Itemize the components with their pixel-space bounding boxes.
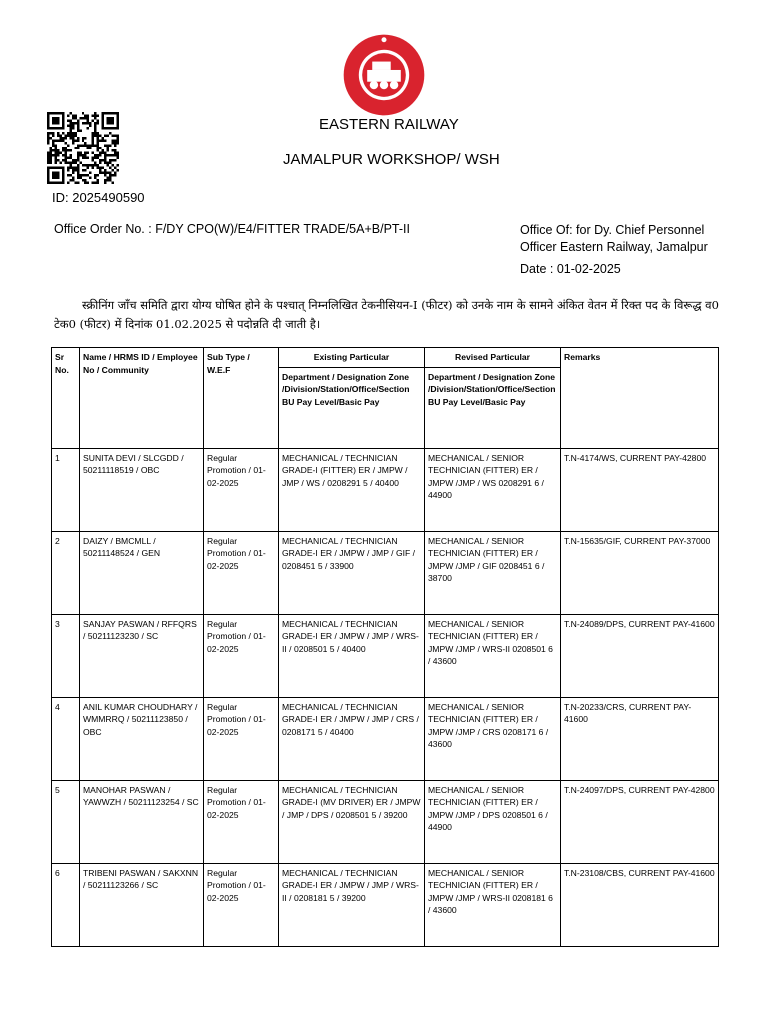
cell-name: SANJAY PASWAN / RFFQRS / 50211123230 / SC <box>80 614 204 697</box>
cell-sr: 5 <box>52 780 80 863</box>
table-row <box>52 531 719 614</box>
promotion-table <box>51 347 719 947</box>
table-row <box>52 863 719 946</box>
cell-remarks: T.N-24089/DPS, CURRENT PAY-41600 <box>561 614 719 697</box>
office-order-number: Office Order No. : F/DY CPO(W)/E4/FITTER TRADE/5A+B/PT-II <box>54 222 410 236</box>
cell-subtype: Regular Promotion / 01-02-2025 <box>204 448 279 531</box>
header-sr: Sr No. <box>52 348 80 449</box>
org-name: EASTERN RAILWAY <box>319 116 459 133</box>
cell-existing: MECHANICAL / TECHNICIAN GRADE-I ER / JMPW / JMP / WRS-II / 0208501 5 / 40400 <box>279 614 425 697</box>
unit-name: JAMALPUR WORKSHOP/ WSH <box>283 151 500 168</box>
cell-subtype: Regular Promotion / 01-02-2025 <box>204 614 279 697</box>
cell-name: DAIZY / BMCMLL / 50211148524 / GEN <box>80 531 204 614</box>
cell-sr: 3 <box>52 614 80 697</box>
order-paragraph: स्क्रीनिंग जाँच समिति द्वारा योग्य घोषित होने के पश्चात् निम्नलिखित टेकनीसियन-I (फीटर) को उनके नाम के सामने अंकित वेतन में रिक्त पद के विरूद्ध व0 टेक0 (फीटर) में दिनांक 01.02.2025 से पदोन्नति दी जाती है। <box>54 298 719 331</box>
cell-existing: MECHANICAL / TECHNICIAN GRADE-I ER / JMPW / JMP / CRS / 0208171 5 / 40400 <box>279 697 425 780</box>
cell-existing: MECHANICAL / TECHNICIAN GRADE-I ER / JMPW / JMP / GIF / 0208451 5 / 33900 <box>279 531 425 614</box>
cell-subtype: Regular Promotion / 01-02-2025 <box>204 863 279 946</box>
office-of-line2: Officer Eastern Railway, Jamalpur <box>520 240 708 254</box>
cell-name: MANOHAR PASWAN / YAWWZH / 50211123254 / SC <box>80 780 204 863</box>
indian-railways-logo <box>342 33 426 117</box>
header-existing-sub: Department / Designation Zone /Division/Station/Office/Section BU Pay Level/Basic Pay <box>279 367 425 448</box>
cell-revised: MECHANICAL / SENIOR TECHNICIAN (FITTER) ER / JMPW /JMP / WRS-II 0208181 6 / 43600 <box>425 863 561 946</box>
cell-sr: 4 <box>52 697 80 780</box>
cell-revised: MECHANICAL / SENIOR TECHNICIAN (FITTER) ER / JMPW /JMP / GIF 0208451 6 / 38700 <box>425 531 561 614</box>
cell-existing: MECHANICAL / TECHNICIAN GRADE-I (FITTER) ER / JMPW / JMP / WS / 0208291 5 / 40400 <box>279 448 425 531</box>
cell-name: TRIBENI PASWAN / SAKXNN / 50211123266 / SC <box>80 863 204 946</box>
cell-sr: 2 <box>52 531 80 614</box>
cell-subtype: Regular Promotion / 01-02-2025 <box>204 780 279 863</box>
qr-code-icon <box>46 112 120 184</box>
cell-revised: MECHANICAL / SENIOR TECHNICIAN (FITTER) ER / JMPW /JMP / WRS-II 0208501 6 / 43600 <box>425 614 561 697</box>
cell-existing: MECHANICAL / TECHNICIAN GRADE-I (MV DRIVER) ER / JMPW / JMP / DPS / 0208501 5 / 39200 <box>279 780 425 863</box>
cell-existing: MECHANICAL / TECHNICIAN GRADE-I ER / JMPW / JMP / WRS-II / 0208181 5 / 39200 <box>279 863 425 946</box>
header-revised: Revised Particular <box>425 348 561 368</box>
table-row <box>52 614 719 697</box>
office-of <box>520 222 760 256</box>
header-remarks: Remarks <box>561 348 719 449</box>
cell-name: ANIL KUMAR CHOUDHARY / WMMRRQ / 50211123850 / OBC <box>80 697 204 780</box>
cell-revised: MECHANICAL / SENIOR TECHNICIAN (FITTER) ER / JMPW /JMP / CRS 0208171 6 / 43600 <box>425 697 561 780</box>
cell-remarks: T.N-24097/DPS, CURRENT PAY-42800 <box>561 780 719 863</box>
header-revised-sub: Department / Designation Zone /Division/Station/Office/Section BU Pay Level/Basic Pay <box>425 367 561 448</box>
office-of-line1: Office Of: for Dy. Chief Personnel <box>520 223 705 237</box>
cell-subtype: Regular Promotion / 01-02-2025 <box>204 531 279 614</box>
cell-remarks: T.N-23108/CBS, CURRENT PAY-41600 <box>561 863 719 946</box>
cell-subtype: Regular Promotion / 01-02-2025 <box>204 697 279 780</box>
cell-revised: MECHANICAL / SENIOR TECHNICIAN (FITTER) ER / JMPW /JMP / DPS 0208501 6 / 44900 <box>425 780 561 863</box>
cell-revised: MECHANICAL / SENIOR TECHNICIAN (FITTER) ER / JMPW /JMP / WS 0208291 6 / 44900 <box>425 448 561 531</box>
table-row <box>52 697 719 780</box>
cell-remarks: T.N-4174/WS, CURRENT PAY-42800 <box>561 448 719 531</box>
cell-remarks: T.N-20233/CRS, CURRENT PAY-41600 <box>561 697 719 780</box>
document-id: ID: 2025490590 <box>52 190 145 205</box>
cell-sr: 1 <box>52 448 80 531</box>
cell-remarks: T.N-15635/GIF, CURRENT PAY-37000 <box>561 531 719 614</box>
header-existing: Existing Particular <box>279 348 425 368</box>
table-row <box>52 780 719 863</box>
order-date: Date : 01-02-2025 <box>520 262 621 276</box>
cell-sr: 6 <box>52 863 80 946</box>
cell-name: SUNITA DEVI / SLCGDD / 50211118519 / OBC <box>80 448 204 531</box>
header-subtype: Sub Type / W.E.F <box>204 348 279 449</box>
header-name: Name / HRMS ID / Employee No / Community <box>80 348 204 449</box>
table-row <box>52 448 719 531</box>
